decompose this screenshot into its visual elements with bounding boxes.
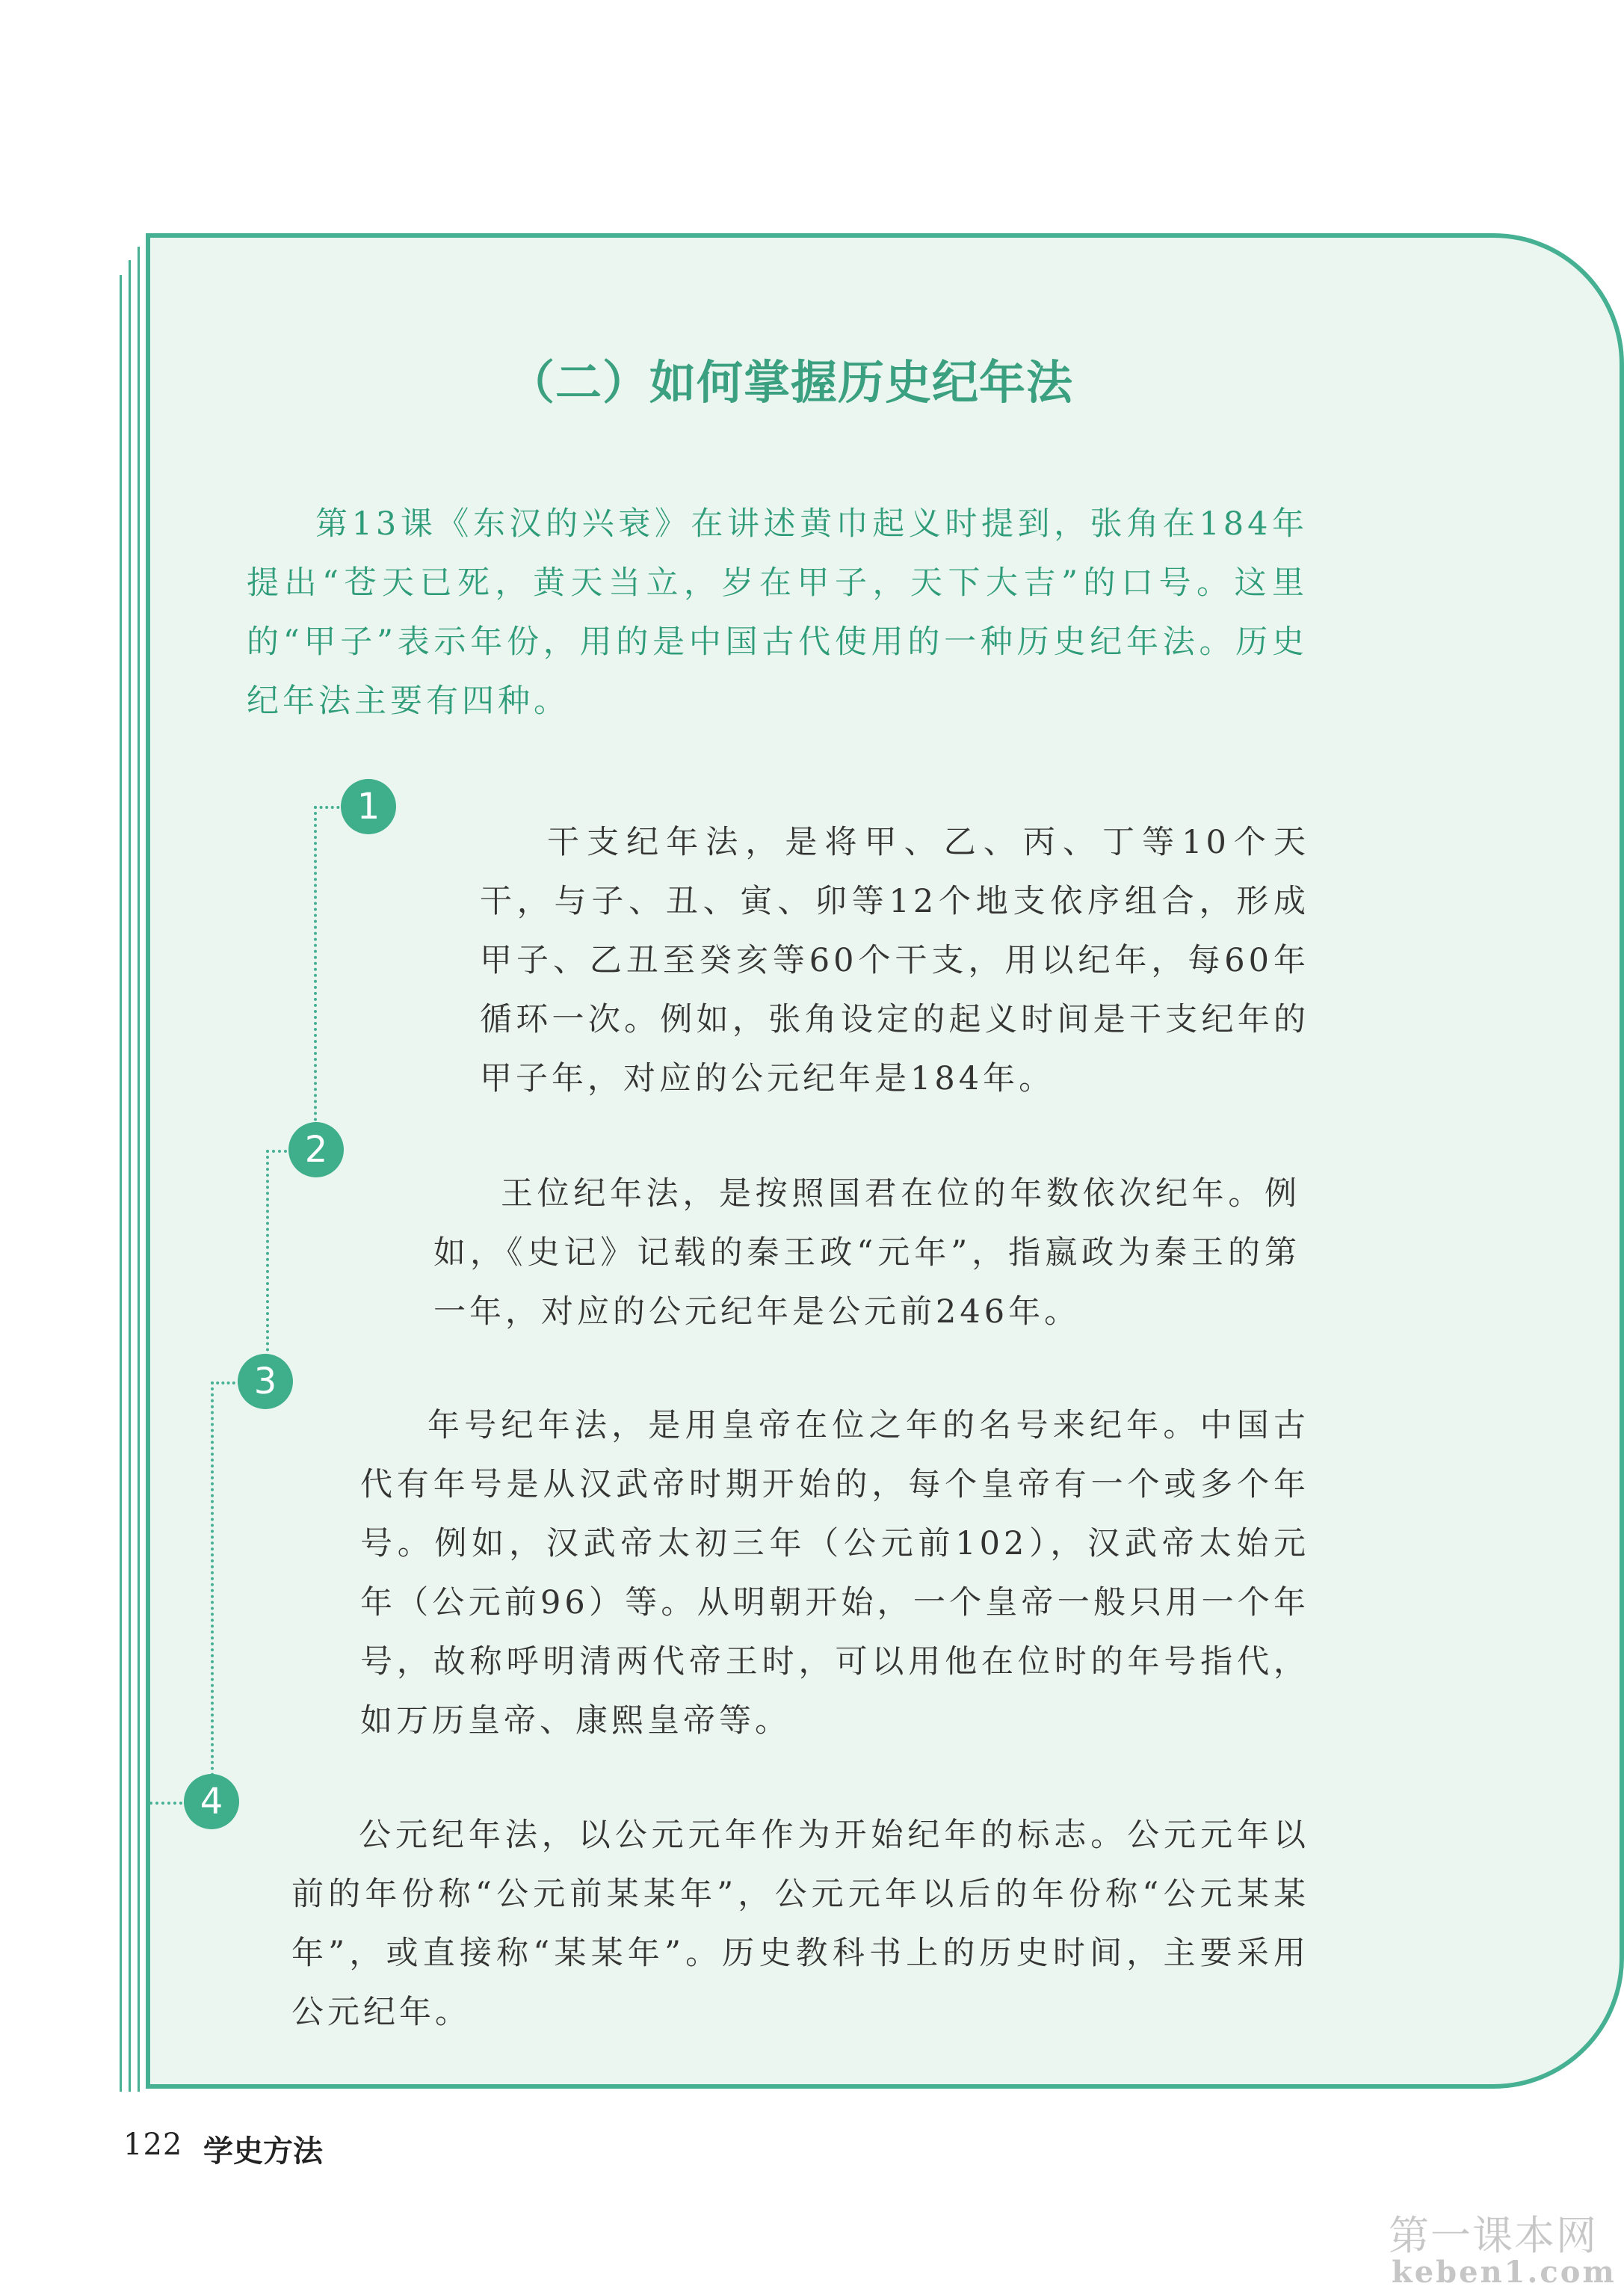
watermark-url: keben1.com	[1392, 2255, 1617, 2290]
page-edge-line	[120, 275, 122, 2092]
connector-line	[149, 1802, 182, 1805]
method-number-badge: 1	[341, 779, 396, 834]
method-paragraph-gongyuan: 公元纪年法，以公元元年作为开始纪年的标志。公元元年以前的年份称“公元前某某年”，公元元年以后的年份称“公元某某年”，或直接称“某某年”。历史教科书上的历史时间，主要采用公元纪年。	[291, 1817, 1309, 2031]
connector-line	[211, 1381, 241, 1384]
connector-line	[266, 1150, 269, 1381]
page-edge-line	[129, 260, 131, 2092]
method-paragraph-nianhao: 年号纪年法，是用皇帝在位之年的名号来纪年。中国古代有年号是从汉武帝时期开始的，每个皇帝有一个或多个年号。例如，汉武帝太初三年（公元前102），汉武帝太始元年（公元前96）等。从明朝开始，一个皇帝一般只用一个年号，故称呼明清两代帝王时，可以用他在位时的年号指代，如万历皇帝、康熙皇帝等。	[360, 1407, 1309, 1740]
page-number: 122	[123, 2128, 183, 2162]
method-paragraph-wangwei: 王位纪年法，是按照国君在位的年数依次纪年。例如，《史记》记载的秦王政“元年”，指嬴政为秦王的第一年，对应的公元纪年是公元前246年。	[433, 1175, 1300, 1331]
connector-line	[211, 1381, 214, 1800]
footer-section-label: 学史方法	[203, 2134, 323, 2169]
section-title: （二）如何掌握历史纪年法	[508, 355, 1074, 410]
method-number-badge: 3	[238, 1354, 293, 1409]
page-edge-line	[138, 247, 140, 2092]
method-paragraph-ganzhi: 干支纪年法，是将甲、乙、丙、丁等10个天干，与子、丑、寅、卯等12个地支依序组合，形成甲子、乙丑至癸亥等60个干支，用以纪年，每60年循环一次。例如，张角设定的起义时间是干支纪年的甲子年，对应的公元纪年是184年。	[480, 824, 1309, 1097]
intro-paragraph: 第13课《东汉的兴衰》在讲述黄巾起义时提到，张角在184年提出“苍天已死，黄天当立，岁在甲子，天下大吉”的口号。这里的“甲子”表示年份，用的是中国古代使用的一种历史纪年法。历史纪年法主要有四种。	[247, 505, 1308, 720]
method-number-badge: 4	[184, 1774, 239, 1829]
watermark-logo-text: 第一课本网	[1389, 2212, 1598, 2259]
method-number-badge: 2	[288, 1122, 344, 1177]
connector-line	[314, 806, 317, 1127]
